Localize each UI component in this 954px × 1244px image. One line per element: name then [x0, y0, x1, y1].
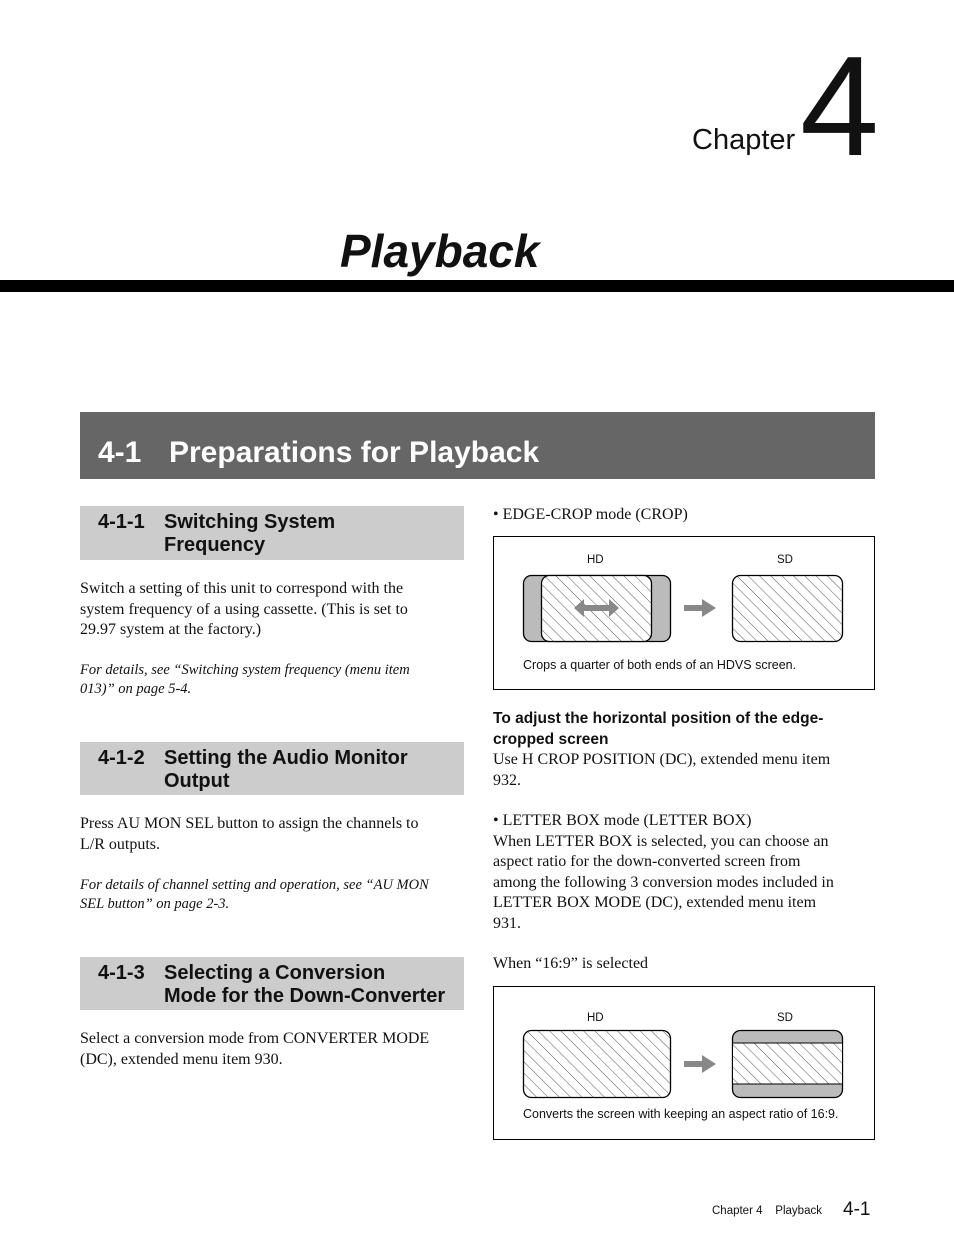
- section-number: 4-1: [98, 436, 142, 469]
- ref-line: For details of channel setting and operation, see “AU MON: [80, 877, 429, 893]
- body-line: Select a conversion mode from CONVERTER MODE: [80, 1030, 430, 1047]
- body-line: Press AU MON SEL button to assign the channels to: [80, 815, 419, 832]
- figure-caption: Converts the screen with keeping an aspect ratio of 16:9.: [523, 1107, 839, 1121]
- subsection-title-line: Switching System: [164, 511, 336, 533]
- subsection-heading-4-1-1: [80, 506, 464, 560]
- adjust-heading: [493, 709, 823, 750]
- body-line: Use H CROP POSITION (DC), extended menu item: [493, 751, 831, 768]
- body-line: 29.97 system at the factory.): [80, 621, 262, 638]
- figure-edge-crop: [493, 536, 875, 690]
- subsection-title: [164, 747, 408, 792]
- subsection-number: 4-1-1: [98, 511, 145, 533]
- body-paragraph: [80, 579, 408, 641]
- sd-screen: [733, 576, 843, 642]
- heading-line: To adjust the horizontal position of the edge-: [493, 710, 824, 727]
- body-line: among the following 3 conversion modes included in: [493, 873, 834, 891]
- body-paragraph: [80, 814, 419, 855]
- body-line: (DC), extended menu item 930.: [80, 1050, 283, 1068]
- body-line: LETTER BOX MODE (DC), extended menu item: [493, 894, 817, 911]
- body-line: 932.: [493, 771, 521, 789]
- section-banner: [80, 412, 875, 479]
- section-title: Preparations for Playback: [169, 436, 540, 469]
- letterbox-body: [493, 811, 834, 934]
- figure-letterbox: [493, 986, 875, 1140]
- body-line: Switch a setting of this unit to correspond with the: [80, 580, 404, 597]
- subsection-title-line: Frequency: [164, 533, 266, 556]
- crop-mode-bullet: • EDGE-CROP mode (CROP): [493, 506, 688, 523]
- subsection-number: 4-1-3: [98, 962, 145, 984]
- page-number: 4-1: [843, 1199, 871, 1220]
- cross-reference: [80, 876, 429, 913]
- figure-sd-label: SD: [777, 554, 793, 566]
- body-line: L/R outputs.: [80, 835, 161, 853]
- body-paragraph: [80, 1029, 429, 1070]
- hd-screen: [524, 1031, 671, 1098]
- subsection-title-line: Output: [164, 769, 230, 792]
- ref-line: 013)” on page 5-4.: [80, 680, 192, 697]
- body-line: aspect ratio for the down-converted screen from: [493, 853, 801, 870]
- footer-running-head: [712, 1205, 822, 1217]
- subsection-title: [164, 962, 445, 1007]
- subsection-number: 4-1-2: [98, 747, 145, 769]
- page-title: Playback: [340, 225, 540, 277]
- heading-line: cropped screen: [493, 730, 609, 748]
- right-arrow-icon: [684, 1055, 716, 1073]
- footer-section: Playback: [775, 1205, 822, 1217]
- body-line: 931.: [493, 914, 521, 932]
- figure-caption: Crops a quarter of both ends of an HDVS screen.: [523, 658, 797, 672]
- ref-line: SEL button” on page 2-3.: [80, 895, 230, 912]
- right-arrow-icon: [684, 599, 716, 617]
- figure-hd-label: HD: [587, 1012, 604, 1024]
- footer-chapter: Chapter 4: [712, 1205, 763, 1217]
- body-line: When LETTER BOX is selected, you can choose an: [493, 832, 829, 850]
- figure-hd-label: HD: [587, 554, 604, 566]
- body-line: • LETTER BOX mode (LETTER BOX): [493, 812, 752, 829]
- title-rule: [0, 280, 954, 292]
- subsection-title: [164, 511, 335, 556]
- cross-reference: [80, 661, 410, 698]
- figure-sd-label: SD: [777, 1012, 793, 1024]
- ref-line: For details, see “Switching system frequency (menu item: [80, 662, 410, 678]
- subsection-title-line: Mode for the Down-Converter: [164, 984, 446, 1007]
- chapter-number: 4: [800, 27, 879, 186]
- sd-active-picture: [733, 1043, 842, 1084]
- chapter-label: Chapter: [692, 124, 796, 156]
- subsection-title-line: Selecting a Conversion: [164, 962, 386, 984]
- adjust-body: [493, 750, 830, 791]
- subsection-title-line: Setting the Audio Monitor: [164, 747, 408, 769]
- when-selected-text: When “16:9” is selected: [493, 955, 649, 972]
- body-line: system frequency of a using cassette. (This is set to: [80, 600, 408, 618]
- subsection-heading-4-1-3: [80, 957, 464, 1010]
- subsection-heading-4-1-2: [80, 742, 464, 795]
